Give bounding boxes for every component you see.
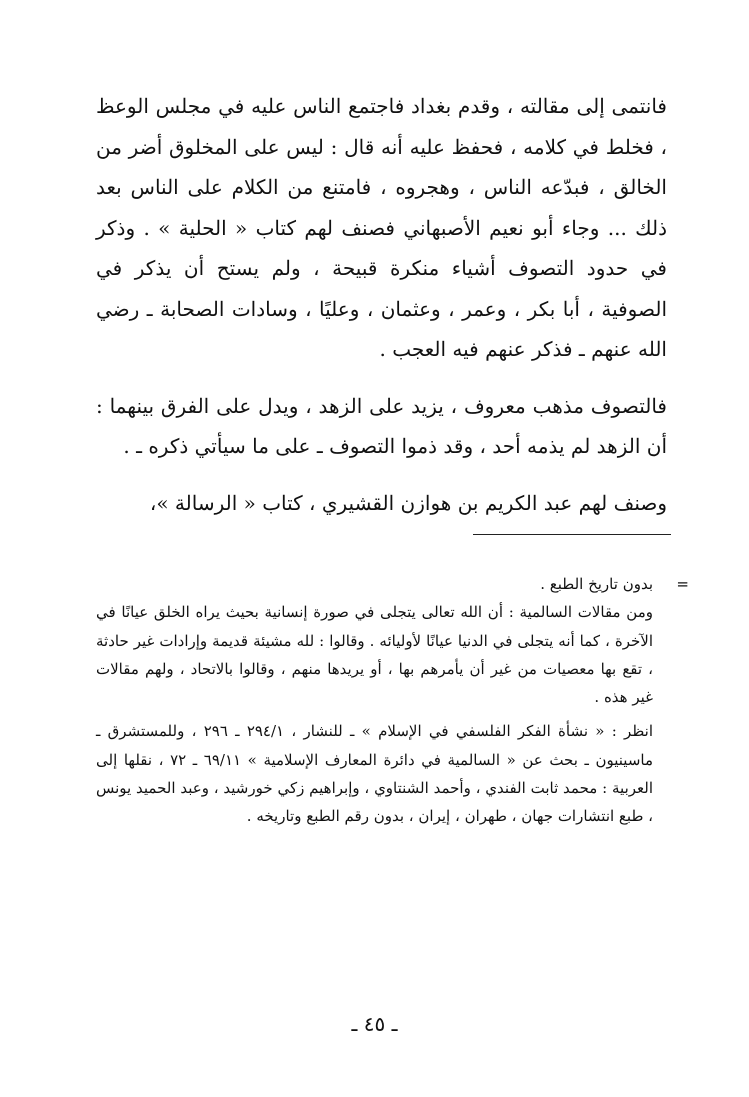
main-text (96, 86, 667, 523)
footnote-line-1-text: بدون تاريخ الطبع . (540, 575, 653, 593)
footnote-paragraph-2: انظر : « نشأة الفكر الفلسفي في الإسلام » ـ للنشار ، ٢٩٤/١ ـ ٢٩٦ ، وللمستشرق ـ ماسينيون ـ بحث عن « السالمية في دائرة المعارف الإسلامية » ٦٩/١١ ـ ٧٢ ، نقلها إلى العربية : محمد ثابت الفندي ، وأحمد الشنتاوي ، وإبراهيم زكي خورشيد ، وعبد الحميد يونس ، طبع انتشارات جهان ، طهران ، إيران ، بدون رقم الطبع وتاريخه . (96, 722, 653, 826)
footnote-paragraph-1: ومن مقالات السالمية : أن الله تعالى يتجلى في صورة إنسانية بحيث يراه الخلق عيانًا في الآخرة ، كما أنه يتجلى في الدنيا عيانًا لأوليائه . وقالوا : لله مشيئة قديمة وإرادات غير حادثة ، تقع بها معصيات من غير أن يأمرهم بها ، أو يريدها منهم ، وقالوا بالاتحاد ، ولهم مقالات غير هذه . (96, 603, 653, 707)
footnotes (96, 570, 689, 831)
body-paragraph-2: فالتصوف مذهب معروف ، يزيد على الزهد ، ويدل على الفرق بينهما : أن الزهد لم يذمه أحد ، وقد ذموا التصوف ـ على ما سيأتي ذكره ـ . (96, 393, 667, 458)
body-paragraph-3: وصنف لهم عبد الكريم بن هوازن القشيري ، كتاب « الرسالة »، (149, 490, 667, 515)
continuation-marker: = (676, 575, 689, 593)
footnote-line-1 (96, 570, 689, 598)
page-number: ـ ٤٥ ـ (351, 1012, 398, 1036)
footnote-separator (473, 534, 671, 535)
body-paragraph-1: فانتمى إلى مقالته ، وقدم بغداد فاجتمع الناس عليه في مجلس الوعظ ، فخلط في كلامه ، فحفظ عليه أنه قال : ليس على المخلوق أضر من الخالق ، فبدّعه الناس ، وهجروه ، فامتنع من الكلام على الناس بعد ذلك ... وجاء أبو نعيم الأصبهاني فصنف لهم كتاب « الحلية » . وذكر في حدود التصوف أشياء منكرة قبيحة ، ولم يستح أن يذكر في الصوفية ، أبا بكر ، وعمر ، وعثمان ، وعليًا ، وسادات الصحابة ـ رضي الله عنهم ـ فذكر عنهم فيه العجب . (96, 94, 667, 361)
